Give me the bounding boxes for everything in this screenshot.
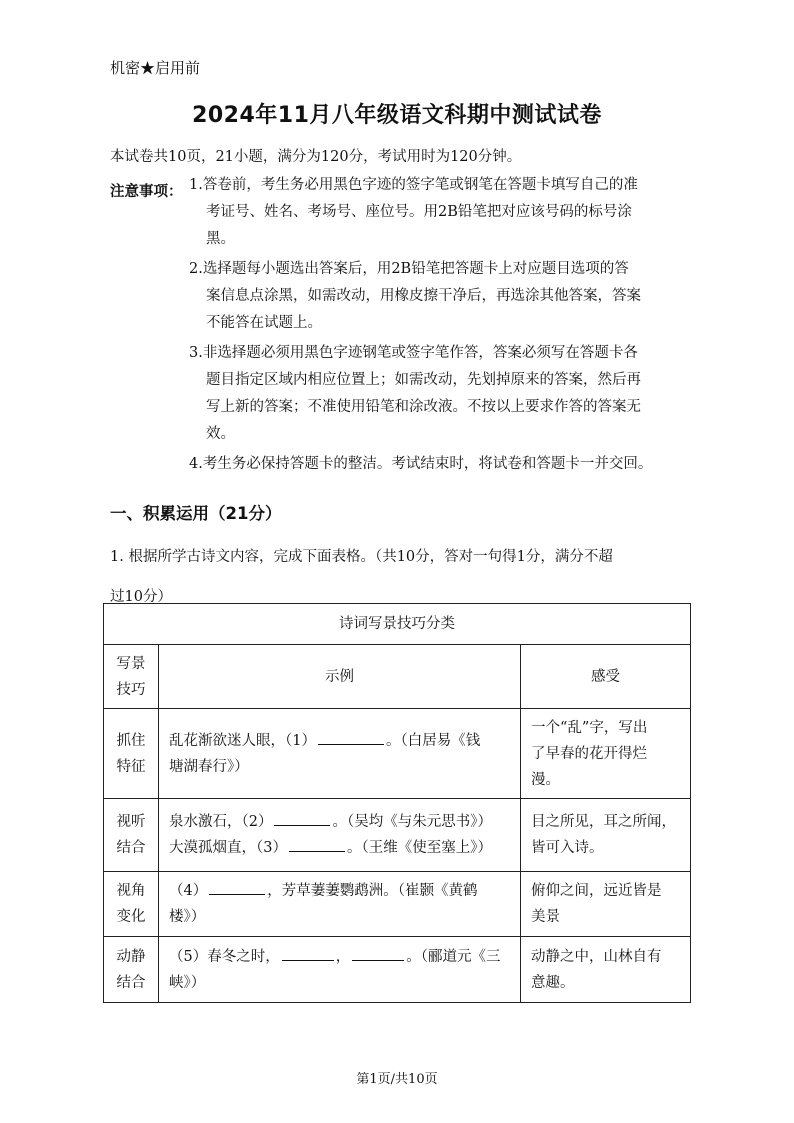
feeling-line: 俯仰之间，远近皆是 bbox=[531, 883, 662, 899]
example-line bbox=[169, 809, 510, 835]
table-row bbox=[104, 799, 691, 872]
feeling-cell bbox=[521, 937, 691, 1003]
technique-line: 抓住 bbox=[116, 732, 146, 749]
example-text: 乱花渐欲迷人眼，（1） bbox=[169, 732, 316, 749]
feeling-line: 皆可入诗。 bbox=[531, 840, 604, 856]
note-item-2 bbox=[189, 256, 699, 337]
feeling-line: 动静之中，山林自有 bbox=[531, 948, 662, 965]
example-line bbox=[169, 728, 510, 754]
note-line: 2.选择题每小题选出答案后，用2B铅笔把答题卡上对应题目选项的答 bbox=[189, 261, 629, 277]
feeling-line: 意趣。 bbox=[531, 974, 575, 991]
technique-cell bbox=[104, 709, 159, 799]
note-item-1 bbox=[189, 172, 699, 253]
header-example: 示例 bbox=[159, 645, 521, 709]
example-text: 大漠孤烟直，（3） bbox=[169, 840, 287, 856]
example-text: 。（吴均《与朱元思书》） bbox=[332, 814, 492, 830]
page-title: 2024年11月八年级语文科期中测试试卷 bbox=[192, 103, 602, 128]
example-cell bbox=[159, 709, 521, 799]
example-line: 塘湖春行》） bbox=[169, 758, 249, 775]
example-cell bbox=[159, 872, 521, 937]
header-technique-line: 写景 bbox=[116, 655, 146, 672]
feeling-line: 美景 bbox=[531, 909, 560, 925]
table-row bbox=[104, 872, 691, 937]
question-line: 1. 根据所学古诗文内容，完成下面表格。（共10分，答对一句得1分，满分不超 bbox=[110, 549, 613, 565]
note-line: 不能答在试题上。 bbox=[206, 315, 322, 331]
example-text: 。（郦道元《三 bbox=[406, 948, 501, 965]
note-line: 题目指定区域内相应位置上；如需改动，先划掉原来的答案，然后再 bbox=[206, 372, 641, 388]
table-caption: 诗词写景技巧分类 bbox=[104, 604, 691, 645]
example-text: （5）春冬之时， bbox=[169, 948, 280, 965]
answer-blank-1[interactable] bbox=[318, 728, 384, 745]
feeling-cell bbox=[521, 709, 691, 799]
example-text: 。（白居易《钱 bbox=[385, 732, 481, 749]
poetry-technique-table bbox=[103, 603, 691, 1003]
technique-cell bbox=[104, 937, 159, 1003]
example-line bbox=[169, 944, 510, 970]
technique-cell bbox=[104, 799, 159, 872]
header-technique bbox=[104, 645, 159, 709]
note-item-4 bbox=[189, 451, 699, 478]
answer-blank-2[interactable] bbox=[274, 809, 330, 826]
technique-line: 视角 bbox=[116, 883, 146, 899]
technique-line: 动静 bbox=[116, 948, 146, 965]
table-row bbox=[104, 937, 691, 1003]
question-line: 过10分） bbox=[110, 589, 172, 605]
answer-blank-5b[interactable] bbox=[352, 944, 404, 961]
answer-blank-4[interactable] bbox=[209, 878, 265, 895]
example-line: 楼》） bbox=[169, 909, 206, 925]
technique-line: 结合 bbox=[116, 974, 146, 991]
example-cell bbox=[159, 799, 521, 872]
technique-line: 特征 bbox=[116, 758, 146, 775]
feeling-line: 目之所见，耳之所闻， bbox=[531, 814, 676, 830]
feeling-line: 一个“乱”字，写出 bbox=[531, 719, 648, 736]
example-text: ， bbox=[335, 948, 351, 965]
exam-intro: 本试卷共10页，21小题，满分为120分，考试用时为120分钟。 bbox=[110, 149, 522, 165]
note-item-3 bbox=[189, 340, 699, 448]
note-line: 黑。 bbox=[206, 231, 235, 247]
table-row bbox=[104, 709, 691, 799]
answer-blank-3[interactable] bbox=[289, 835, 345, 852]
example-line: 峡》） bbox=[169, 974, 206, 991]
example-text: （4） bbox=[169, 883, 208, 899]
feeling-cell bbox=[521, 799, 691, 872]
technique-line: 变化 bbox=[116, 909, 146, 925]
note-line: 1.答卷前，考生务必用黑色字迹的签字笔或钢笔在答题卡填写自己的准 bbox=[189, 177, 638, 193]
example-text: 泉水激石，（2） bbox=[169, 814, 273, 830]
answer-blank-5a[interactable] bbox=[282, 944, 334, 961]
confidential-mark: 机密★启用前 bbox=[110, 59, 201, 77]
note-line: 写上新的答案；不准使用铅笔和涂改液。不按以上要求作答的答案无 bbox=[206, 399, 641, 415]
note-line: 考证号、姓名、考场号、座位号。用2B铅笔把对应该号码的标号涂 bbox=[206, 204, 632, 220]
note-line: 4.考生务必保持答题卡的整洁。考试结束时，将试卷和答题卡一并交回。 bbox=[189, 456, 653, 472]
example-text: ，芳草萋萋鹦鹉洲。（崔颢《黄鹤 bbox=[267, 883, 478, 899]
note-line: 案信息点涂黑，如需改动，用橡皮擦干净后，再选涂其他答案，答案 bbox=[206, 288, 641, 304]
technique-line: 结合 bbox=[116, 840, 146, 856]
technique-cell bbox=[104, 872, 159, 937]
feeling-cell bbox=[521, 872, 691, 937]
example-line bbox=[169, 835, 510, 861]
example-line bbox=[169, 878, 510, 904]
note-line: 效。 bbox=[206, 426, 235, 442]
notes-label: 注意事项： bbox=[110, 184, 183, 200]
example-cell bbox=[159, 937, 521, 1003]
feeling-line: 漫。 bbox=[531, 771, 560, 788]
technique-line: 视听 bbox=[116, 814, 146, 830]
header-technique-line: 技巧 bbox=[116, 681, 146, 698]
example-text: 。（王维《使至塞上》） bbox=[346, 840, 492, 856]
page-number: 第1页/共10页 bbox=[356, 1072, 438, 1087]
note-line: 3.非选择题必须用黑色字迹钢笔或签字笔作答，答案必须写在答题卡各 bbox=[189, 345, 638, 361]
section-title: 一、积累运用（21分） bbox=[110, 504, 282, 523]
header-feeling: 感受 bbox=[521, 645, 691, 709]
feeling-line: 了早春的花开得烂 bbox=[531, 745, 647, 762]
